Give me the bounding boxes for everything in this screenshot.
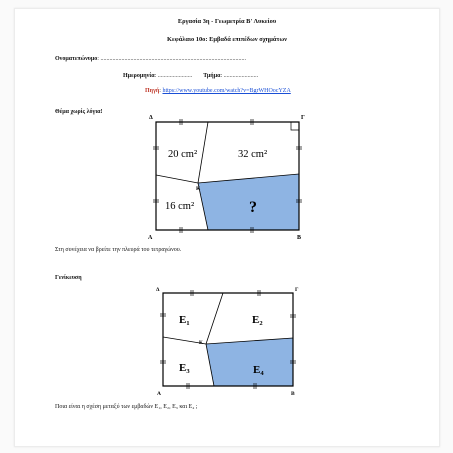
section1-heading: Θέμα χωρίς λόγια! — [55, 109, 103, 115]
vertex2-kappa: Κ — [199, 341, 203, 346]
source-link[interactable]: https://www.youtube.com/watch?v=BgrWHOocYZA — [162, 88, 291, 94]
document-subtitle: Κεφάλαιο 10ο: Εμβαδά επιπέδων σχημάτων — [167, 36, 287, 43]
vertex-gamma: Γ — [301, 115, 305, 121]
segment2-k-top — [206, 293, 223, 344]
vertex2-alpha: Α — [157, 391, 161, 397]
area-top-right: 32 cm² — [238, 149, 268, 160]
source-label: Πηγή — [145, 88, 160, 94]
area-bottom-left: 16 cm² — [165, 201, 195, 212]
area-top-left: 20 cm² — [168, 149, 198, 160]
region-e1-label: Ε₁ — [179, 314, 190, 326]
vertex2-delta: Δ — [156, 287, 160, 293]
region-e3-label: Ε₃ — [179, 362, 190, 374]
unknown-area-mark: ? — [249, 199, 257, 216]
date-field[interactable]: : ....................... — [154, 73, 193, 79]
section2-heading: Γενίκευση — [55, 275, 82, 281]
section1-instruction: Στη συνέχεια να βρείτε την πλευρά του τετραγώνου. — [55, 247, 182, 253]
source-row: Πηγή: https://www.youtube.com/watch?v=BgrWHOocYZA — [145, 88, 291, 94]
date-label: Ημερομηνία — [123, 73, 155, 79]
document-title: Εργασία 3η - Γεωμετρία Β' Λυκείου — [177, 18, 277, 25]
vertex-beta: Β — [297, 235, 302, 241]
document-page — [14, 8, 440, 447]
dept-label: Τμήμα — [203, 73, 221, 79]
region-e2-label: Ε₂ — [252, 314, 263, 326]
vertex-delta: Δ — [149, 115, 153, 121]
section2-question: Ποια είναι η σχέση μεταξύ των εμβαδών Ε₁, Ε₂, Ε₃ και Ε₄ ; — [55, 404, 198, 410]
name-field[interactable]: : ................................................................................................. — [97, 56, 246, 62]
dept-field[interactable]: : ....................... — [220, 73, 259, 79]
name-label: Ονοματεπώνυμο — [55, 56, 98, 62]
vertex-alpha: Α — [148, 235, 153, 241]
region-e4-label: Ε₄ — [253, 364, 264, 376]
shaded-region-e4 — [206, 338, 293, 386]
figure-generalization — [15, 9, 439, 446]
vertex-kappa: Κ — [196, 186, 201, 192]
vertex2-gamma: Γ — [295, 287, 299, 293]
vertex2-beta: Β — [291, 391, 295, 397]
